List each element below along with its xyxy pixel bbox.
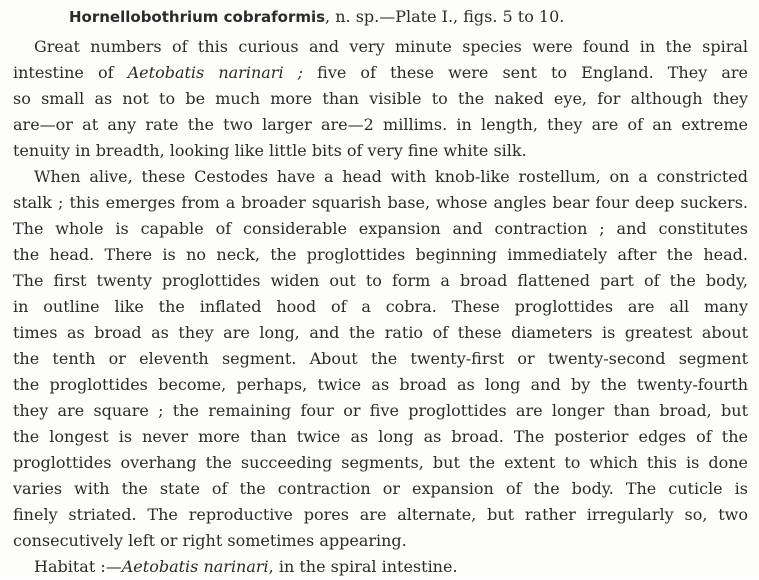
paragraph-1-line: tenuity in breadth, looking like little bits of very fine white silk. xyxy=(13,141,527,160)
paragraph-2-line: varies with the state of the contraction or expansion of the body. The cuticle is xyxy=(13,479,748,498)
paragraph-2-line: The whole is capable of considerable expansion and contraction ; and constitutes xyxy=(13,219,748,238)
species-heading xyxy=(69,0,564,34)
paragraph-2-line: the head. There is no neck, the proglottides beginning immediately after the head. xyxy=(13,245,748,264)
paragraph-2-line: stalk ; this emerges from a broader squarish base, whose angles bear four deep suckers. xyxy=(13,193,748,212)
paragraph-1-line: so small as not to be much more than visible to the naked eye, for although they xyxy=(13,89,748,108)
paragraph-2-line: The first twenty proglottides widen out to form a broad flattened part of the body, xyxy=(13,271,748,290)
paragraph-1-line: intestine of Aetobatis narinari ; five of these were sent to England. They are xyxy=(13,63,748,82)
paragraph-2-line: proglottides overhang the succeeding segments, but the extent to which this is done xyxy=(13,453,748,472)
heading-plate-reference: , n. sp.—Plate I., figs. 5 to 10. xyxy=(325,7,565,26)
paragraph-2-line: they are square ; the remaining four or five proglottides are longer than broad, but xyxy=(13,401,748,420)
paragraph-2-line: the proglottides become, perhaps, twice as broad as long and by the twenty-fourth xyxy=(13,375,748,394)
paragraph-2-line: the longest is never more than twice as long as broad. The posterior edges of the xyxy=(13,427,748,446)
habitat-line: Habitat :—Aetobatis narinari, in the spiral intestine. xyxy=(34,557,458,576)
paragraph-2-line: times as broad as they are long, and the ratio of these diameters is greatest about xyxy=(13,323,748,342)
paragraph-2-line: When alive, these Cestodes have a head with knob-like rostellum, on a constricted xyxy=(34,167,748,186)
paragraph-2-line: consecutively left or right sometimes appearing. xyxy=(13,531,407,550)
paragraph-2-line: finely striated. The reproductive pores are alternate, but rather irregularly so, two xyxy=(13,505,748,524)
paragraph-1-line: Great numbers of this curious and very minute species were found in the spiral xyxy=(34,37,748,56)
paragraph-2-line: the tenth or eleventh segment. About the twenty-first or twenty-second segment xyxy=(13,349,748,368)
paragraph-2-line: in outline like the inflated hood of a cobra. These proglottides are all many xyxy=(13,297,748,316)
species-name: Hornellobothrium cobraformis xyxy=(69,8,326,26)
paragraph-1-line: are—or at any rate the two larger are—2 millims. in length, they are of an extreme xyxy=(13,115,748,134)
